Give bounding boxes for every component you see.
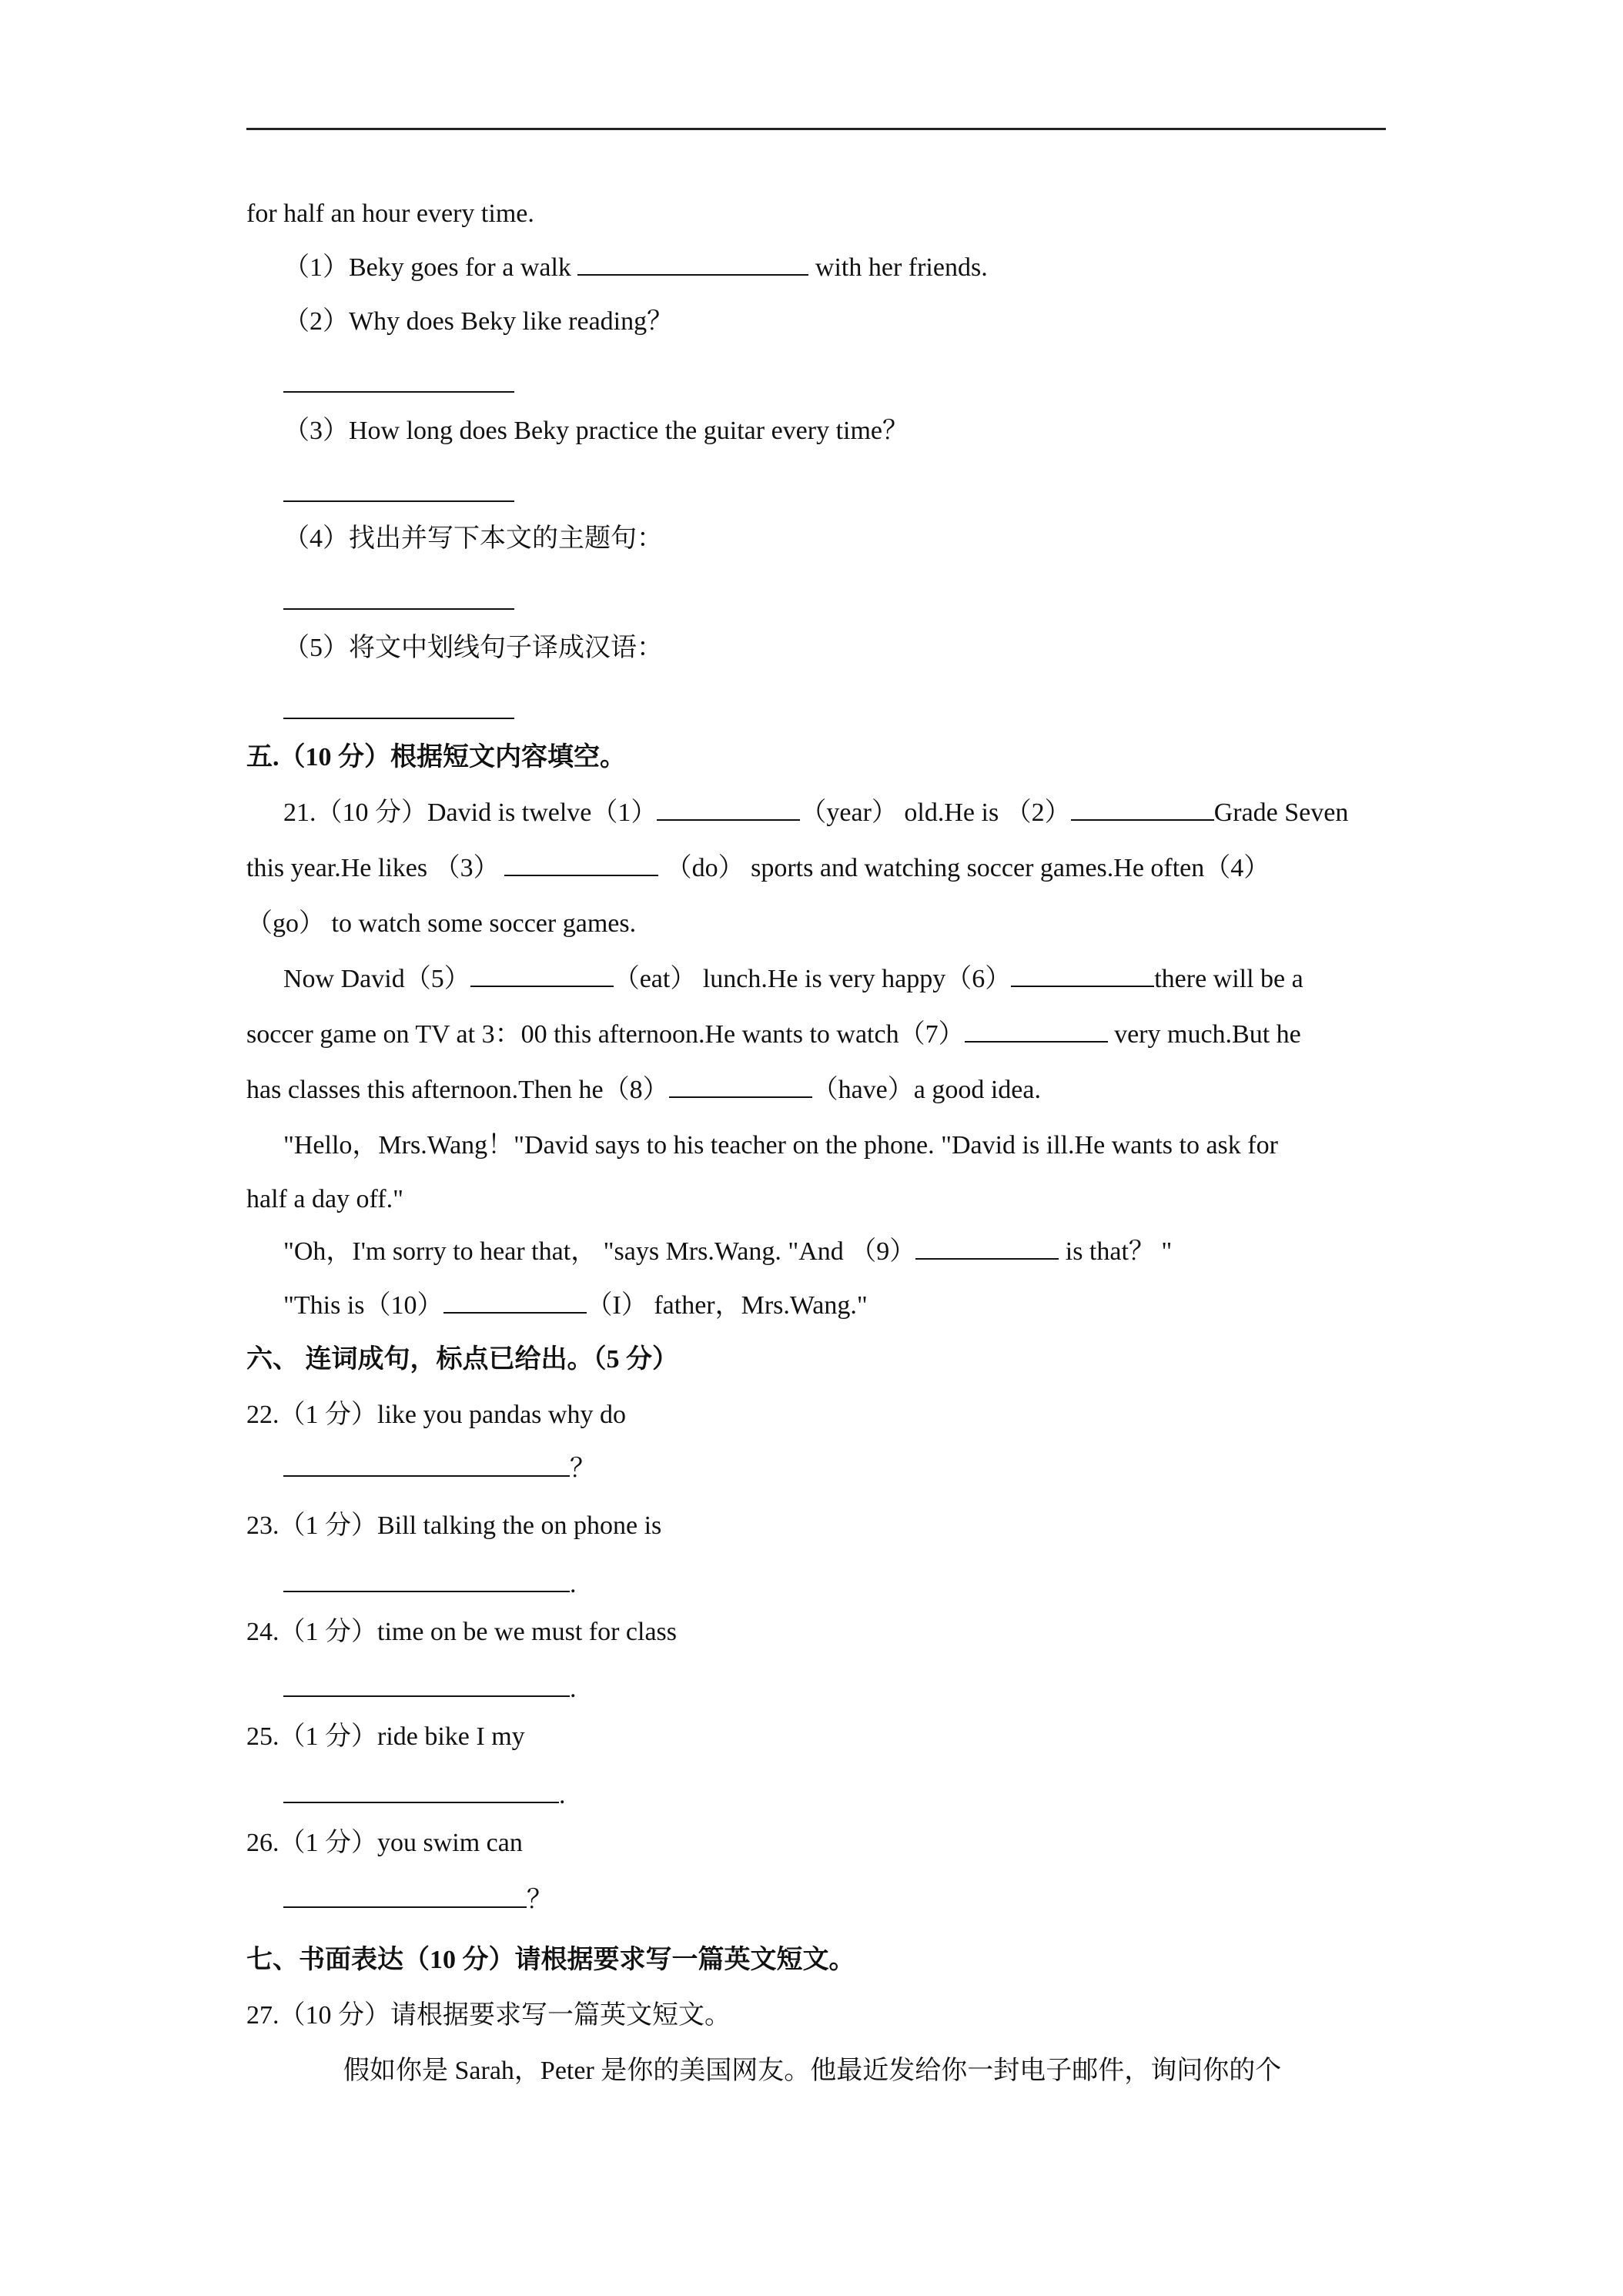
cloze-line-5: soccer game on TV at 3：00 this afternoon.He wants to watch（7） very much.But he: [246, 1018, 1301, 1052]
q27-prompt: 假如你是 Sarah，Peter 是你的美国网友。他最近发给你一封电子邮件，询问你的个: [343, 2057, 1282, 2085]
section5-title: 五.（10 分）根据短文内容填空。: [246, 743, 626, 771]
q24: 24.（1 分）time on be we must for class: [246, 1618, 678, 1646]
q23-blank[interactable]: [283, 1568, 570, 1592]
q20-sub5: （5）将文中划线句子译成汉语：: [283, 634, 663, 662]
q27: 27.（10 分）请根据要求写一篇英文短文。: [246, 2001, 731, 2030]
cloze-blank-10[interactable]: [443, 1289, 587, 1314]
cloze-line-8: half a day off.": [246, 1185, 403, 1213]
section7-title: 七、书面表达（10 分）请根据要求写一篇英文短文。: [246, 1946, 855, 1974]
q26-blank[interactable]: [283, 1883, 527, 1908]
cloze-line-4: Now David（5） （eat） lunch.He is very happy（6） there will be a: [283, 962, 1303, 996]
passage-end: for half an hour every time.: [246, 199, 534, 228]
q20-sub1: （1）Beky goes for a walk with her friends.: [283, 251, 988, 285]
q22-blank[interactable]: [283, 1452, 570, 1477]
q25: 25.（1 分）ride bike I my: [246, 1722, 525, 1751]
answer-blank-4[interactable]: [283, 585, 514, 610]
cloze-line-1: 21.（10 分）David is twelve（1） （year） old.He is （2） Grade Seven: [283, 796, 1348, 830]
section6-title: 六、 连词成句，标点已给出。（5 分）: [246, 1345, 678, 1374]
answer-blank-3[interactable]: [283, 477, 514, 502]
cloze-line-7: "Hello，Mrs.Wang！"David says to his teacher on the phone. "David is ill.He wants to ask for: [283, 1131, 1278, 1160]
q26-answer-line: ？: [283, 1883, 553, 1917]
q23-answer-line: .: [283, 1568, 577, 1602]
answer-blank-5[interactable]: [283, 694, 514, 719]
header-rule: [246, 128, 1386, 130]
cloze-blank-6[interactable]: [1011, 962, 1154, 987]
q20-sub3: （3）How long does Beky practice the guitar every time？: [283, 417, 909, 445]
q24-answer-line: .: [283, 1672, 577, 1706]
cloze-line-2: this year.He likes （3） （do） sports and watching soccer games.He often（4）: [246, 852, 1270, 885]
cloze-blank-2[interactable]: [1071, 796, 1214, 821]
q23: 23.（1 分）Bill talking the on phone is: [246, 1511, 662, 1540]
q20-sub2: （2）Why does Beky like reading？: [283, 307, 674, 336]
cloze-line-9: "Oh，I'm sorry to hear that， "says Mrs.Wang. "And （9） is that？ ": [283, 1235, 1172, 1269]
q26: 26.（1 分）you swim can: [246, 1829, 523, 1857]
cloze-blank-5[interactable]: [470, 962, 614, 987]
cloze-blank-9[interactable]: [915, 1235, 1059, 1260]
q20-sub4: （4）找出并写下本文的主题句：: [283, 524, 663, 553]
cloze-blank-7[interactable]: [965, 1018, 1108, 1043]
answer-blank-1[interactable]: [577, 251, 808, 276]
cloze-blank-3[interactable]: [504, 852, 658, 876]
cloze-line-6: has classes this afternoon.Then he（8） （have）a good idea.: [246, 1073, 1041, 1107]
q25-blank[interactable]: [283, 1779, 559, 1803]
answer-blank-2[interactable]: [283, 368, 514, 393]
q22: 22.（1 分）like you pandas why do: [246, 1401, 626, 1429]
q24-blank[interactable]: [283, 1672, 570, 1697]
cloze-blank-1[interactable]: [657, 796, 800, 821]
q22-answer-line: ？: [283, 1452, 596, 1486]
cloze-line-3: （go） to watch some soccer games.: [246, 909, 637, 938]
q25-answer-line: .: [283, 1779, 566, 1812]
cloze-blank-8[interactable]: [669, 1073, 812, 1098]
cloze-line-10: "This is（10） （I） father，Mrs.Wang.": [283, 1289, 868, 1323]
